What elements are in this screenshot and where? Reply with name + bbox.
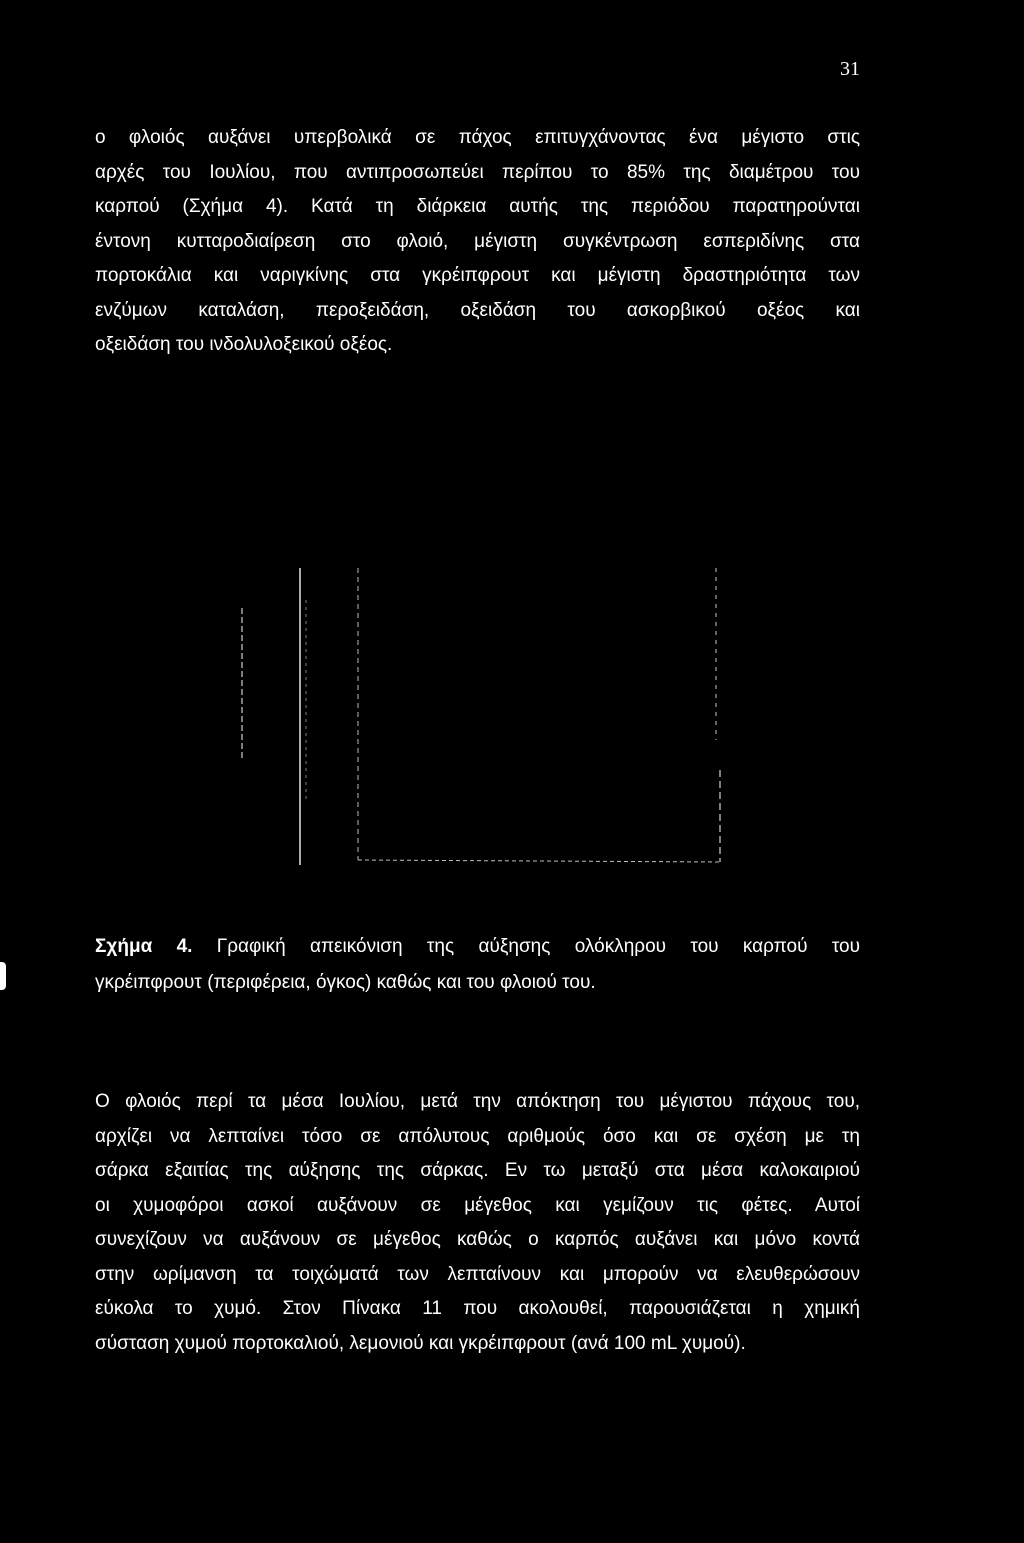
paragraph-line: Ο φλοιός περί τα μέσα Ιουλίου, μετά την απόκτηση του μέγιστου πάχους του, [95, 1091, 860, 1112]
figure-4-faint-lines [230, 560, 730, 880]
paragraph-line: οξειδάση του ινδολυλοξεικού οξέος. [95, 334, 393, 355]
page-number: 31 [840, 58, 860, 80]
figure-4-graph [230, 560, 730, 880]
paragraph-line: καρπού (Σχήμα 4). Κατά τη διάρκεια αυτής της περιόδου παρατηρούνται [95, 196, 860, 217]
caption-label: Σχήμα 4. [95, 936, 193, 957]
paragraph-line: αρχίζει να λεπταίνει τόσο σε απόλυτους αριθμούς όσο και σε σχέση με τη [95, 1125, 860, 1147]
paragraph-line: ενζύμων καταλάση, περοξειδάση, οξειδάση του ασκορβικού οξέος και [95, 299, 860, 321]
body-paragraph-2 [95, 1085, 860, 1361]
paragraph-line: οι χυμοφόροι ασκοί αυξάνουν σε μέγεθος και γεμίζουν τις φέτες. Αυτοί [95, 1194, 860, 1216]
paragraph-line: εύκολα το χυμό. Στον Πίνακα 11 που ακολουθεί, παρουσιάζεται η χημική [95, 1298, 860, 1319]
figure-line [358, 860, 720, 862]
paragraph-line: πορτοκάλια και ναριγκίνης στα γκρέιπφρουτ και μέγιστη δραστηριότητα των [95, 265, 860, 286]
paragraph-line: στην ωρίμανση τα τοιχώματά των λεπταίνουν και μπορούν να ελευθερώσουν [95, 1263, 860, 1285]
paragraph-line: ο φλοιός αυξάνει υπερβολικά σε πάχος επιτυγχάνοντας ένα μέγιστο στις [95, 127, 860, 148]
figure-caption [95, 929, 860, 1001]
paragraph-line: σύσταση χυμού πορτοκαλιού, λεμονιού και γκρέιπφρουτ (ανά 100 mL χυμού). [95, 1332, 746, 1354]
body-paragraph-1 [95, 121, 860, 363]
caption-line-1 [95, 929, 860, 965]
paragraph-line: αρχές του Ιουλίου, που αντιπροσωπεύει περίπου το 85% της διαμέτρου του [95, 161, 860, 183]
scan-edge-mark [0, 962, 6, 990]
paragraph-line: σάρκα εξαιτίας της αύξησης της σάρκας. Εν τω μεταξύ στα μέσα καλοκαιριού [95, 1160, 860, 1181]
paragraph-line: έντονη κυτταροδιαίρεση στο φλοιό, μέγιστη συγκέντρωση εσπεριδίνης στα [95, 230, 860, 252]
caption-line-2: γκρέιπφρουτ (περιφέρεια, όγκος) καθώς και του φλοιού του. [95, 972, 596, 993]
caption-text: Γραφική απεικόνιση της αύξησης ολόκληρου του καρπού του [192, 936, 861, 957]
paragraph-line: συνεχίζουν να αυξάνουν σε μέγεθος καθώς ο καρπός αυξάνει και μόνο κοντά [95, 1229, 860, 1250]
